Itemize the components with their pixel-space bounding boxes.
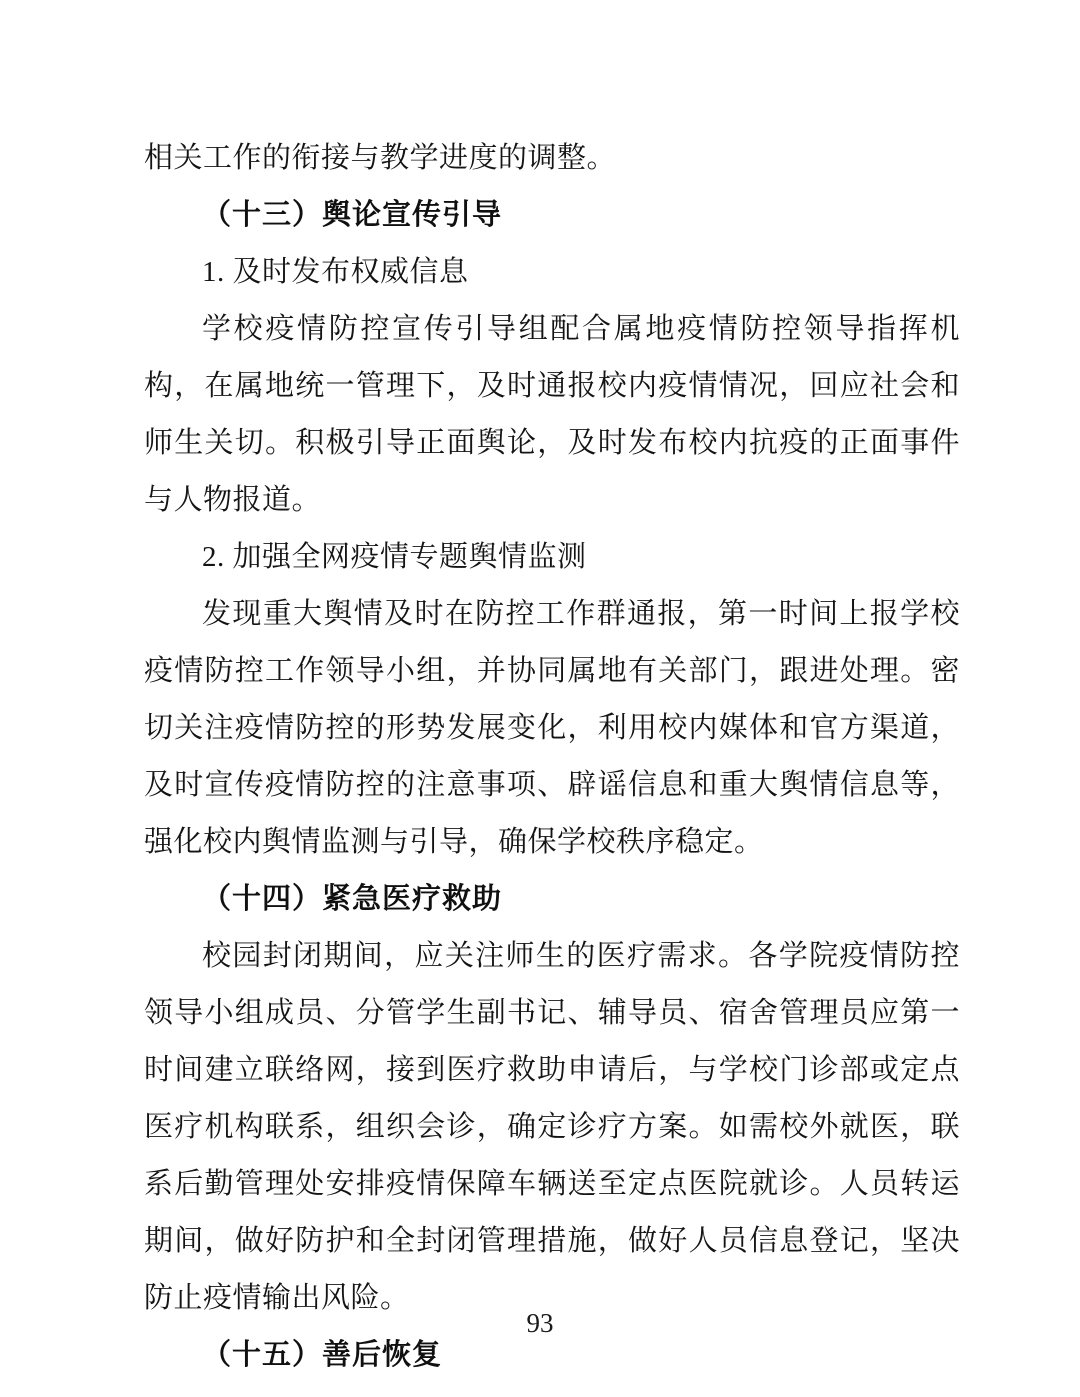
page-footer bbox=[0, 1308, 1080, 1339]
paragraph-opinion-monitoring: 发现重大舆情及时在防控工作群通报，第一时间上报学校疫情防控工作领导小组，并协同属地有关部门，跟进处理。密切关注疫情防控的形势发展变化，利用校内媒体和官方渠道，及时宣传疫情防控的注意事项、辟谣信息和重大舆情信息等，强化校内舆情监测与引导，确保学校秩序稳定。 bbox=[144, 598, 960, 858]
paragraph-medical-aid: 校园封闭期间，应关注师生的医疗需求。各学院疫情防控领导小组成员、分管学生副书记、辅导员、宿舍管理员应第一时间建立联络网，接到医疗救助申请后，与学校门诊部或定点医疗机构联系，组织会诊，确定诊疗方案。如需校外就医，联系后勤管理处安排疫情保障车辆送至定点医院就诊。人员转运期间，做好防护和全封闭管理措施，做好人员信息登记，坚决防止疫情输出风险。 bbox=[144, 940, 960, 1314]
paragraph-continuation: 相关工作的衔接与教学进度的调整。 bbox=[144, 142, 617, 174]
page-number: 93 bbox=[526, 1308, 554, 1338]
numbered-item-2: 2. 加强全网疫情专题舆情监测 bbox=[202, 541, 587, 573]
section-heading-15: （十五）善后恢复 bbox=[202, 1339, 443, 1371]
section-heading-13: （十三）舆论宣传引导 bbox=[202, 199, 503, 231]
page-content bbox=[144, 130, 960, 1384]
section-heading-14: （十四）紧急医疗救助 bbox=[202, 883, 503, 915]
paragraph-publicity: 学校疫情防控宣传引导组配合属地疫情防控领导指挥机构，在属地统一管理下，及时通报校内疫情情况，回应社会和师生关切。积极引导正面舆论，及时发布校内抗疫的正面事件与人物报道。 bbox=[144, 313, 960, 516]
numbered-item-1: 1. 及时发布权威信息 bbox=[202, 256, 469, 288]
